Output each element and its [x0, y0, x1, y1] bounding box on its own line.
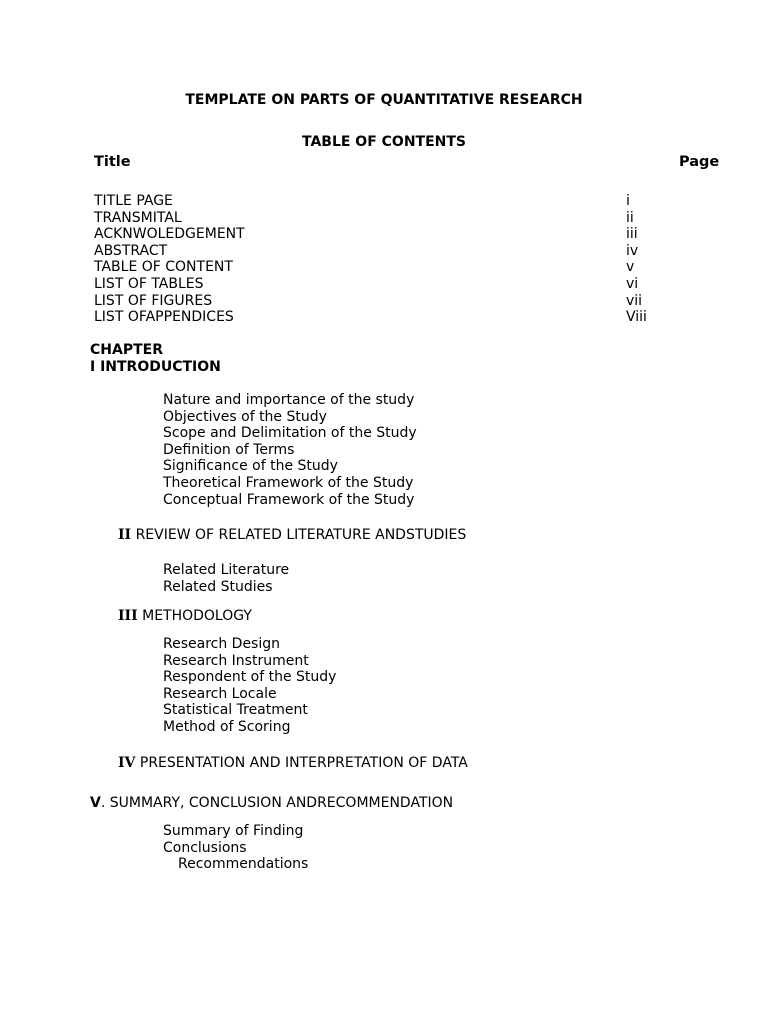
chapter-2-item: Related Studies [163, 578, 273, 595]
chapter-2-heading [118, 527, 466, 544]
toc-entry-title: ACKNWOLEDGEMENT [94, 226, 245, 243]
toc-title: TABLE OF CONTENTS [301, 134, 467, 150]
front-matter-titles [94, 193, 245, 326]
chapter-1-item: Theoretical Framework of the Study [163, 474, 414, 491]
chapter-3-item: Respondent of the Study [163, 669, 337, 686]
chapter-label: CHAPTER [90, 342, 163, 358]
chapter-3-item: Research Locale [163, 685, 277, 702]
chapter-4-number: IV [118, 755, 136, 771]
toc-entry-page: vii [626, 292, 643, 309]
chapter-2-items [163, 562, 289, 595]
chapter-3-item: Statistical Treatment [163, 702, 308, 719]
chapter-2-number: II [118, 527, 132, 543]
document-main-title: TEMPLATE ON PARTS OF QUANTITATIVE RESEARCH [185, 92, 583, 108]
toc-entry-title: TABLE OF CONTENT [94, 259, 233, 276]
toc-entry-page: iv [626, 242, 639, 259]
chapter-5-heading [90, 795, 453, 812]
chapter-1-item: Significance of the Study [163, 458, 338, 475]
toc-entry-page: ii [626, 209, 634, 226]
chapter-2-item: Related Literature [163, 562, 290, 578]
chapter-1-items [163, 392, 417, 508]
chapter-3-item: Method of Scoring [163, 718, 291, 735]
chapter-1-item: Nature and importance of the study [163, 392, 415, 408]
chapter-5-item: Recommendations [178, 856, 309, 872]
toc-entry-title: TRANSMITAL [94, 209, 182, 226]
toc-column-page-header: Page [679, 154, 720, 170]
chapter-3-items [163, 636, 336, 736]
toc-entry-title: LIST OF TABLES [94, 275, 204, 292]
toc-entry-page: Viii [626, 309, 647, 326]
toc-entry-title: LIST OFAPPENDICES [94, 309, 234, 326]
chapter-1-item: Scope and Delimitation of the Study [163, 425, 417, 442]
toc-entry-title: LIST OF FIGURES [94, 292, 213, 309]
chapter-3-title: METHODOLOGY [142, 608, 252, 624]
chapter-5-item: Conclusions [163, 839, 247, 856]
toc-entry-page: v [626, 259, 635, 276]
front-matter-pages [626, 193, 647, 326]
chapter-3-number: III [118, 608, 138, 624]
chapter-1-item: Objectives of the Study [163, 408, 327, 425]
chapter-5-title: . SUMMARY, CONCLUSION ANDRECOMMENDATION [100, 795, 454, 811]
chapter-2-title: REVIEW OF RELATED LITERATURE ANDSTUDIES [135, 527, 467, 543]
chapter-5-number: V [90, 795, 101, 811]
chapter-5-items [163, 823, 303, 856]
chapter-1-heading: I INTRODUCTION [90, 359, 221, 375]
chapter-1-item: Conceptual Framework of the Study [163, 491, 415, 508]
chapter-4-title: PRESENTATION AND INTERPRETATION OF DATA [139, 755, 468, 771]
toc-entry-page: vi [626, 275, 639, 292]
chapter-1-item: Definition of Terms [163, 441, 295, 458]
chapter-3-item: Research Instrument [163, 652, 309, 669]
chapter-3-item: Research Design [163, 636, 281, 652]
toc-entry-page: iii [626, 226, 638, 243]
toc-entry-title: TITLE PAGE [94, 193, 173, 209]
chapter-5-item: Summary of Finding [163, 823, 304, 839]
toc-column-title-header: Title [94, 154, 131, 170]
toc-entry-page: i [626, 193, 630, 209]
chapter-3-heading [118, 608, 252, 625]
chapter-4-heading [118, 755, 468, 772]
toc-entry-title: ABSTRACT [94, 242, 168, 259]
